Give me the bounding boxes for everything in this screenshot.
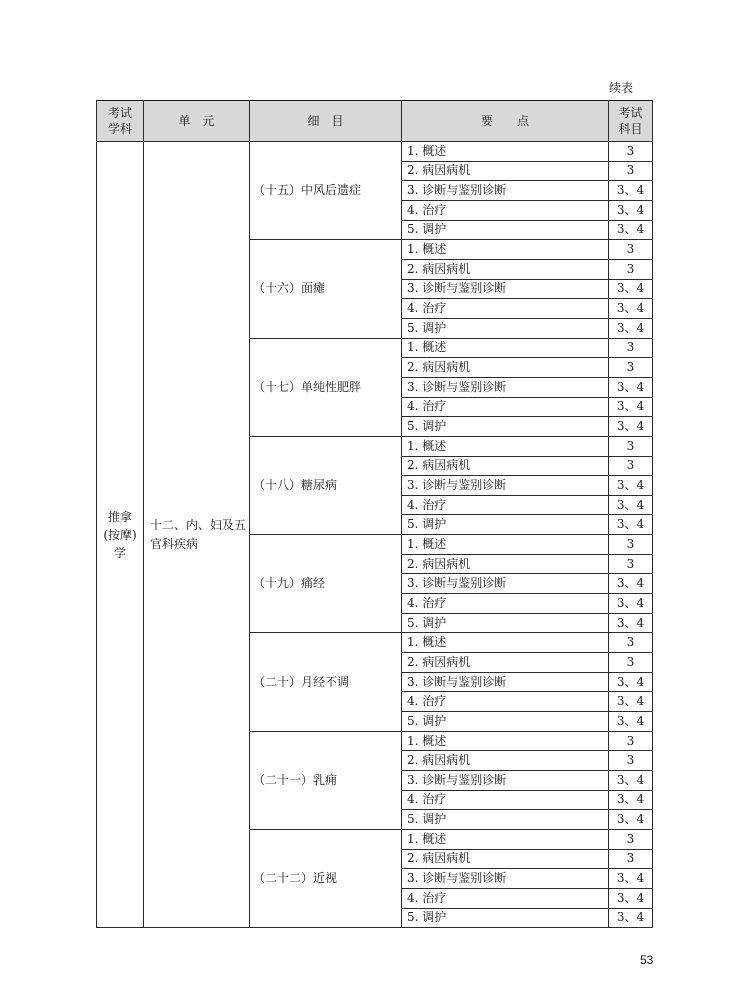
exam-level-cell: 3、4 <box>609 810 653 830</box>
point-cell: 3. 诊断与鉴别诊断 <box>402 476 609 496</box>
exam-level-cell: 3、4 <box>609 397 653 417</box>
exam-level-cell: 3 <box>609 161 653 181</box>
exam-level-cell: 3 <box>609 633 653 653</box>
continued-label: 续表 <box>609 81 634 95</box>
table-row <box>97 142 653 162</box>
unit-cell <box>144 142 250 928</box>
exam-level-cell: 3、4 <box>609 712 653 732</box>
detail-cell: （二十二）近视 <box>250 829 402 927</box>
exam-level-cell: 3、4 <box>609 417 653 437</box>
point-cell: 3. 诊断与鉴别诊断 <box>402 869 609 889</box>
point-cell: 4. 治疗 <box>402 299 609 319</box>
exam-level-cell: 3 <box>609 338 653 358</box>
subject-line: 推拿 <box>107 509 132 524</box>
exam-level-cell: 3、4 <box>609 672 653 692</box>
point-cell: 2. 病因病机 <box>402 653 609 673</box>
header-subject-line: 学科 <box>107 122 132 136</box>
point-cell: 5. 调护 <box>402 712 609 732</box>
detail-cell: （十九）痛经 <box>250 535 402 633</box>
exam-level-cell: 3 <box>609 259 653 279</box>
exam-level-cell: 3 <box>609 751 653 771</box>
point-cell: 4. 治疗 <box>402 692 609 712</box>
exam-level-cell: 3 <box>609 653 653 673</box>
exam-level-cell: 3、4 <box>609 181 653 201</box>
exam-level-cell: 3、4 <box>609 318 653 338</box>
table-body <box>97 142 653 928</box>
exam-level-cell: 3、4 <box>609 495 653 515</box>
point-cell: 1. 概述 <box>402 436 609 456</box>
point-cell: 4. 治疗 <box>402 397 609 417</box>
point-cell: 1. 概述 <box>402 633 609 653</box>
exam-level-cell: 3、4 <box>609 220 653 240</box>
point-cell: 3. 诊断与鉴别诊断 <box>402 672 609 692</box>
detail-cell: （十七）单纯性肥胖 <box>250 338 402 436</box>
exam-level-cell: 3、4 <box>609 771 653 791</box>
point-cell: 2. 病因病机 <box>402 554 609 574</box>
exam-level-cell: 3 <box>609 554 653 574</box>
exam-level-cell: 3、4 <box>609 869 653 889</box>
exam-level-cell: 3、4 <box>609 613 653 633</box>
header-exam-level-line: 科目 <box>618 122 643 136</box>
exam-level-cell: 3、4 <box>609 908 653 928</box>
subject-cell <box>97 142 144 928</box>
point-cell: 1. 概述 <box>402 535 609 555</box>
exam-level-cell: 3、4 <box>609 515 653 535</box>
exam-level-cell: 3 <box>609 358 653 378</box>
point-cell: 3. 诊断与鉴别诊断 <box>402 279 609 299</box>
exam-level-cell: 3 <box>609 849 653 869</box>
subject-line: 学 <box>113 545 126 560</box>
exam-level-cell: 3、4 <box>609 299 653 319</box>
exam-level-cell: 3、4 <box>609 692 653 712</box>
point-cell: 4. 治疗 <box>402 594 609 614</box>
exam-level-cell: 3 <box>609 456 653 476</box>
exam-level-cell: 3、4 <box>609 574 653 594</box>
header-points: 要 点 <box>402 101 609 142</box>
header-subject-line: 考试 <box>107 106 132 120</box>
point-cell: 1. 概述 <box>402 240 609 260</box>
subject-line: (按摩) <box>103 527 137 542</box>
point-cell: 2. 病因病机 <box>402 358 609 378</box>
point-cell: 3. 诊断与鉴别诊断 <box>402 181 609 201</box>
exam-level-cell: 3 <box>609 829 653 849</box>
point-cell: 2. 病因病机 <box>402 751 609 771</box>
point-cell: 5. 调护 <box>402 417 609 437</box>
point-cell: 1. 概述 <box>402 731 609 751</box>
unit-line: 官科疾病 <box>150 536 199 551</box>
exam-level-cell: 3、4 <box>609 377 653 397</box>
header-detail: 细 目 <box>250 101 402 142</box>
detail-cell: （十五）中风后遗症 <box>250 142 402 240</box>
point-cell: 2. 病因病机 <box>402 259 609 279</box>
page-number: 53 <box>640 953 654 967</box>
exam-level-cell: 3 <box>609 240 653 260</box>
point-cell: 3. 诊断与鉴别诊断 <box>402 574 609 594</box>
detail-cell: （十八）糖尿病 <box>250 436 402 534</box>
point-cell: 1. 概述 <box>402 338 609 358</box>
detail-cell: （二十）月经不调 <box>250 633 402 731</box>
exam-level-cell: 3、4 <box>609 200 653 220</box>
point-cell: 5. 调护 <box>402 908 609 928</box>
point-cell: 5. 调护 <box>402 515 609 535</box>
header-exam-level-line: 考试 <box>618 106 643 120</box>
point-cell: 5. 调护 <box>402 220 609 240</box>
unit-line: 十二、内、妇及五 <box>150 517 247 532</box>
header-row <box>97 101 653 142</box>
point-cell: 1. 概述 <box>402 142 609 162</box>
exam-level-cell: 3、4 <box>609 790 653 810</box>
point-cell: 3. 诊断与鉴别诊断 <box>402 377 609 397</box>
exam-level-cell: 3 <box>609 731 653 751</box>
detail-cell: （十六）面瘫 <box>250 240 402 338</box>
header-subject <box>97 101 144 142</box>
header-unit: 单 元 <box>144 101 250 142</box>
point-cell: 5. 调护 <box>402 613 609 633</box>
table-header <box>97 101 653 142</box>
point-cell: 2. 病因病机 <box>402 456 609 476</box>
point-cell: 4. 治疗 <box>402 495 609 515</box>
exam-level-cell: 3 <box>609 142 653 162</box>
exam-level-cell: 3 <box>609 436 653 456</box>
point-cell: 3. 诊断与鉴别诊断 <box>402 771 609 791</box>
exam-level-cell: 3、4 <box>609 279 653 299</box>
detail-cell: （二十一）乳痈 <box>250 731 402 829</box>
point-cell: 5. 调护 <box>402 318 609 338</box>
syllabus-table <box>96 100 653 928</box>
exam-level-cell: 3、4 <box>609 476 653 496</box>
point-cell: 4. 治疗 <box>402 888 609 908</box>
point-cell: 1. 概述 <box>402 829 609 849</box>
point-cell: 2. 病因病机 <box>402 849 609 869</box>
exam-level-cell: 3、4 <box>609 594 653 614</box>
point-cell: 4. 治疗 <box>402 200 609 220</box>
exam-level-cell: 3、4 <box>609 888 653 908</box>
point-cell: 2. 病因病机 <box>402 161 609 181</box>
point-cell: 5. 调护 <box>402 810 609 830</box>
point-cell: 4. 治疗 <box>402 790 609 810</box>
header-exam-level <box>609 101 653 142</box>
exam-level-cell: 3 <box>609 535 653 555</box>
